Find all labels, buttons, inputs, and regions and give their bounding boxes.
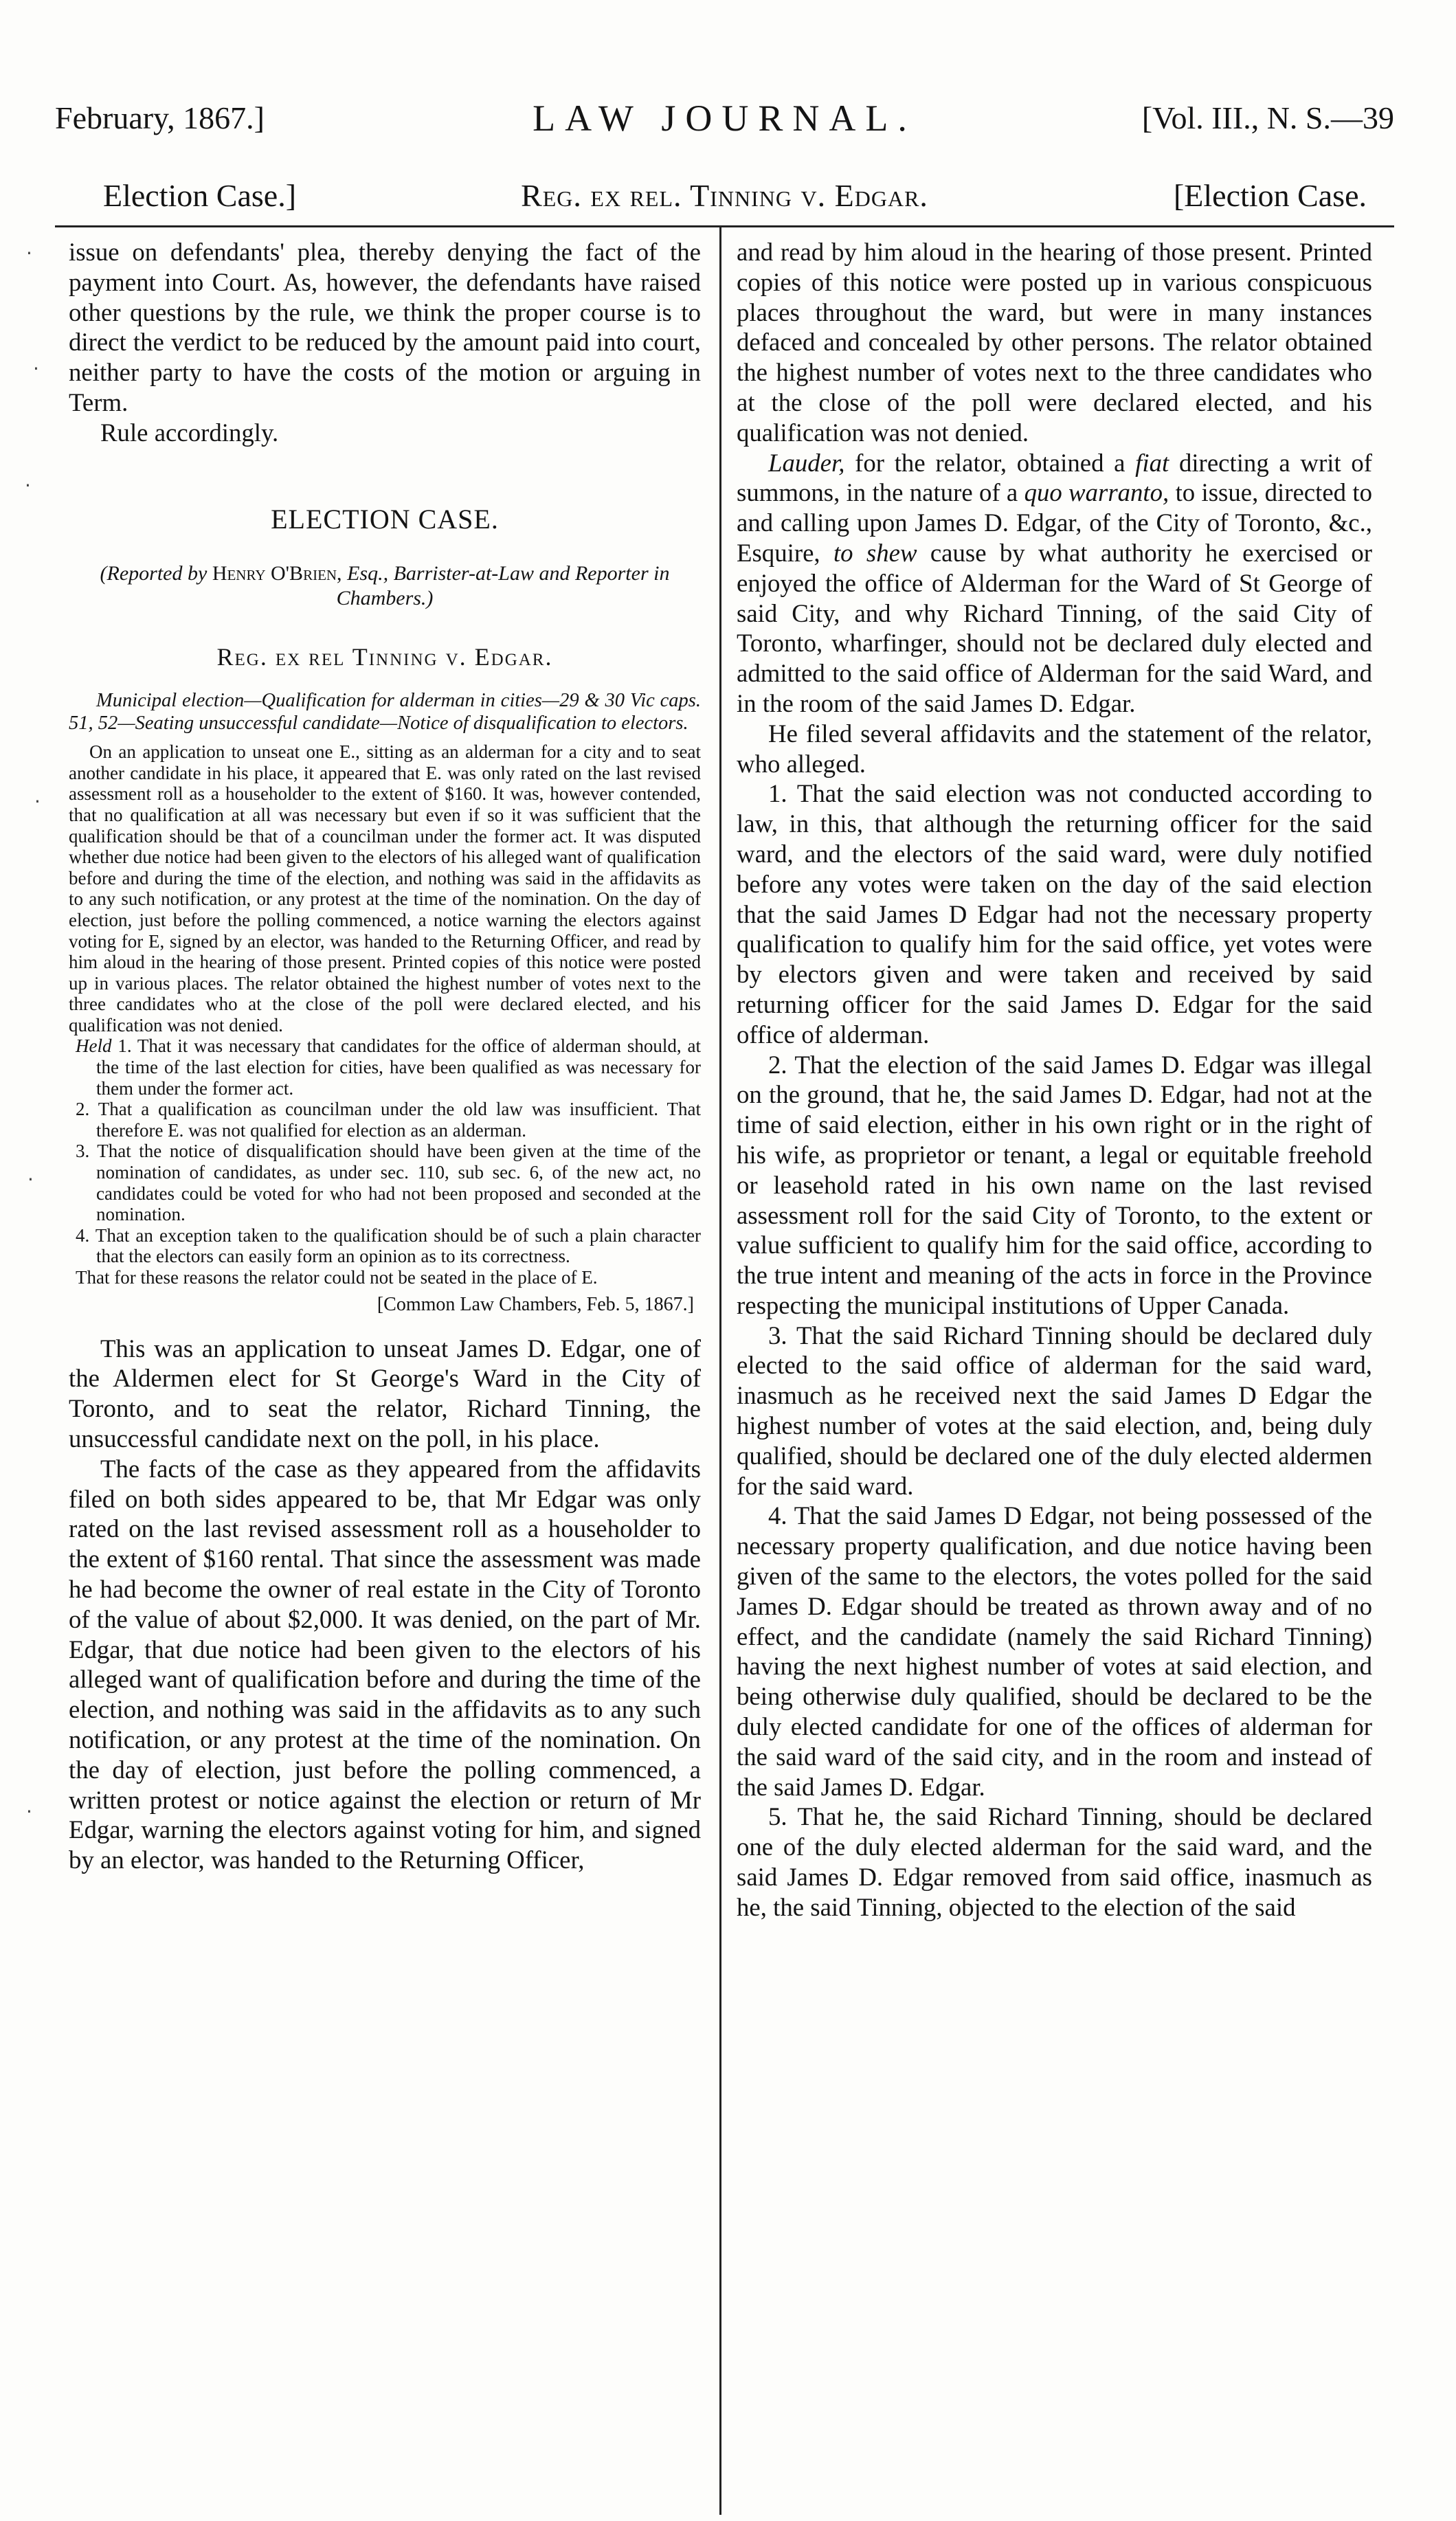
running-head (55, 100, 1394, 148)
left-column (69, 237, 701, 1875)
rule-line: Rule accordingly. (100, 418, 279, 447)
margin-mark: · (33, 357, 39, 380)
body-paragraph: The facts of the case as they appeared from the affidavits filed on both sides appeared to be, that Mr Edgar was only rated on the last revised assessment roll as a householder to the extent of $160 rental. That since the assessment was made he had become the owner of real estate in the City of Toronto of the value of about $2,000. It was denied, on the part of Mr. Edgar, that due notice had been given to the electors of his alleged want of qualification before and during the time of the election, and nothing was said in the affidavits as to any such notification, or any protest at the time of the nomination. On the day of election, just before the polling commenced, a written protest or notice against the election or return of Mr Edgar, warning the electors against voting for him, and signed by an elector, was handed to the Returning Officer, (69, 1454, 701, 1874)
allegation: 3. That the said Richard Tinning should be declared duly elected to the said office of alderman for the said ward, inasmuch as he received next the said James D Edgar the highest number of votes at the said election, and, being duly qualified, should be declared one of the duly elected aldermen for the said ward. (737, 1321, 1372, 1500)
syllabus: Municipal election—Qualification for alderman in cities—29 & 30 Vic caps. 51, 52—Seating unsuccessful candidate—Notice of disqualification to electors. (69, 690, 701, 735)
case-title: Reg. ex rel Tinning v. Edgar. (216, 643, 553, 671)
reporter-name: Henry O'Brien, (212, 562, 342, 585)
column-divider (719, 227, 721, 2515)
allegation: 4. That the said James D Edgar, not being possessed of the necessary property qualification, and due notice having been given of the same to the electors, the votes polled for the said James D. Edgar should be treated as thrown away and of no effect, and the candidate (namely the said Richard Tinning) having the next highest number of votes at said election, and being otherwise duly qualified, should be declared to be the duly elected candidate for one of the offices of alderman for the said ward of the said city, and in the room and instead of the said James D. Edgar. (737, 1501, 1372, 1801)
headnote: On an application to unseat one E., sitting as an alderman for a city and to seat another candidate in his place, it appeared that E. was only rated on the last revised assessment roll as a householder to the extent of $160. It was, however contended, that no qualification at all was necessary but even if so it was sufficient that the qualification should be that of a councilman under the former act. It was disputed whether due notice had been given to the electors of his alleged want of qualification before and during the time of the election, and nothing was said in the affidavits as to any such notification, or any protest at the time of the nomination. On the day of election, just before the polling commenced, a notice warning the electors against voting for E, signed by an elector, was handed to the Returning Officer, and read by him aloud in the hearing of those present. Printed copies of this notice were posted up in various places. The relator obtained the highest number of votes next to the three candidates who at the close of the poll were declared elected, and his qualification was not denied. (69, 741, 701, 1035)
reporter-prefix: (Reported by (100, 562, 208, 585)
case-subheader (55, 177, 1394, 220)
opening-paragraph: issue on defendants' plea, thereby denying the fact of the payment into Court. As, however, the defendants have raised other questions by the rule, we think the proper course is to direct the verdict to be reduced by the amount paid into court, neither party to have the costs of the motion or arguing in Term. (69, 238, 701, 416)
case-heading: ELECTION CASE. (271, 503, 499, 535)
subheader-right: [Election Case. (1173, 178, 1367, 213)
journal-title: LAW JOURNAL. (533, 98, 917, 139)
allegation: 1. That the said election was not conducted according to law, in this, that although the returning officer for the said ward, and the electors of the said ward, were duly notified before any votes were taken on the day of the said election that the said James D Edgar had not the necessary property qualification to qualify him for the said office, yet votes were by electors given and were taken and received by said returning officer for the said James D. Edgar for the said office of alderman. (737, 779, 1372, 1049)
body-paragraph: This was an application to unseat James D. Edgar, one of the Aldermen elect for St George's Ward in the City of Toronto, and to seat the relator, Richard Tinning, the unsuccessful candidate next on the poll, in his place. (69, 1334, 701, 1453)
continuation-paragraph: and read by him aloud in the hearing of those present. Printed copies of this notice were posted up in various conspicuous places throughout the ward, but were in many instances defaced and concealed by other persons. The relator obtained the highest number of votes next to the three candidates who at the close of the poll were declared elected, and his qualification was not denied. (737, 238, 1372, 447)
held-label: Held (76, 1035, 112, 1057)
held-conclusion: That for these reasons the relator could not be seated in the place of E. (76, 1267, 598, 1288)
affidavits-paragraph: He filed several affidavits and the statement of the relator, who alleged. (737, 719, 1372, 778)
margin-mark: · (27, 1168, 34, 1191)
held-item: Held 1. That it was necessary that candidates for the office of alderman should, at the time of the last election for cities, have been qualified as was necessary for them under the former act. (76, 1035, 701, 1099)
court-line: [Common Law Chambers, Feb. 5, 1867.] (377, 1293, 694, 1315)
margin-mark: · (34, 790, 41, 813)
reporter-suffix: Esq., Barrister-at-Law and Reporter in Chambers.) (336, 562, 670, 610)
held-item: 4. That an exception taken to the qualification should be of such a plain character that the electors can easily form an opinion as to its correctness. (76, 1224, 701, 1267)
issue-date: February, 1867.] (55, 100, 265, 135)
lauder-paragraph: Lauder, for the relator, obtained a fiat directing a writ of summons, in the nature of a quo warranto, to issue, directed to and calling upon James D. Edgar, of the City of Toronto, &c., Esquire, to shew cause by what authority he exercised or enjoyed the office of Alderman for the Ward of St George of said City, and why Richard Tinning, of the said City of Toronto, wharfinger, should not be declared duly elected and admitted to the said office of Alderman for the said Ward, and in the room of the said James D. Edgar. (737, 448, 1373, 717)
held-list (69, 1035, 701, 1288)
volume-number: [Vol. III., N. S.—39 (1141, 100, 1394, 135)
margin-mark: · (26, 242, 32, 265)
right-column (737, 237, 1372, 1923)
allegation: 5. That he, the said Richard Tinning, should be declared one of the duly elected alderman for the said ward, and the said James D. Edgar removed from said office, inasmuch as he, the said Tinning, objected to the election of the said (737, 1802, 1372, 1921)
header-rule (55, 225, 1394, 227)
held-item: 2. That a qualification as councilman under the old law was insufficient. That therefore E. was not qualified for election as an alderman. (76, 1099, 701, 1141)
allegation: 2. That the election of the said James D. Edgar was illegal on the ground, that he, the said James D. Edgar, had not at the time of said election, either in his own right or in the right of his wife, as proprietor or tenant, a legal or equitable freehold or leasehold rated in his own name on the last revised assessment roll for the said City of Toronto, to the extent or value sufficient to qualify him for the said office, according to the true intent and meaning of the acts in force in the Province respecting the municipal institutions of Upper Canada. (737, 1050, 1372, 1319)
reporter-line (69, 561, 701, 611)
subheader-center: Reg. ex rel. Tinning v. Edgar. (521, 178, 928, 213)
margin-mark: · (26, 1800, 32, 1823)
held-item: 3. That the notice of disqualification should have been given at the time of the nomination of candidates, as under sec. 110, sub sec. 6, of the new act, no candidates could be voted for who had not been proposed and seconded at the nomination. (76, 1141, 701, 1225)
margin-mark: · (25, 474, 31, 497)
subheader-left: Election Case.] (103, 178, 297, 213)
